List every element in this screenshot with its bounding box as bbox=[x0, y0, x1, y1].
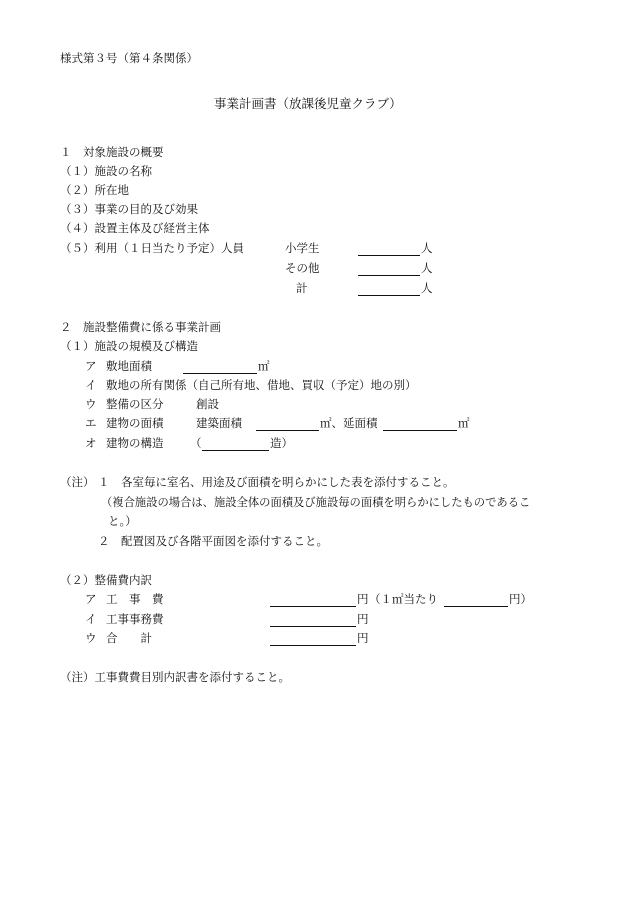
section1-item-operator: （４）設置主体及び経営主体 bbox=[60, 221, 210, 235]
section1-item-location: （２）所在地 bbox=[60, 183, 129, 197]
section2-sub1-heading: （１）施設の規模及び構造 bbox=[60, 339, 198, 353]
kana-a: ア bbox=[85, 359, 97, 373]
usage-total-unit: 人 bbox=[421, 281, 433, 295]
cost-row-2-label: 工事事務費 bbox=[106, 612, 164, 626]
kana-u: ウ bbox=[85, 397, 97, 411]
cost-row-3-label: 合 計 bbox=[106, 631, 152, 645]
kana-o: オ bbox=[85, 436, 97, 450]
site-ownership-label: 敷地の所有関係（自己所有地、借地、買収（予定）地の別） bbox=[106, 378, 417, 392]
form-number: 様式第３号（第４条関係） bbox=[60, 51, 198, 65]
building-structure-open: （ bbox=[190, 436, 202, 450]
building-footprint-label: 建築面積 bbox=[196, 416, 242, 430]
kana-i: イ bbox=[85, 378, 97, 392]
site-area-unit: ㎡ bbox=[258, 359, 270, 373]
usage-students-blank[interactable] bbox=[358, 255, 420, 256]
cost-row-1-unit: 円 bbox=[357, 592, 369, 606]
building-structure-label: 建物の構造 bbox=[106, 436, 164, 450]
site-area-label: 敷地面積 bbox=[106, 359, 152, 373]
kana-e: エ bbox=[85, 416, 97, 430]
building-structure-blank[interactable] bbox=[202, 450, 269, 451]
section1-item-purpose: （３）事業の目的及び効果 bbox=[60, 202, 198, 216]
cost-per-sqm-close: 円） bbox=[509, 592, 532, 606]
section2-heading: ２ 施設整備費に係る事業計画 bbox=[60, 320, 221, 334]
construction-category-label: 整備の区分 bbox=[106, 397, 164, 411]
note1-number1: １ bbox=[98, 475, 110, 489]
admin-cost-blank[interactable] bbox=[270, 626, 356, 627]
usage-others-unit: 人 bbox=[421, 261, 433, 275]
section1-item-facility-name: （１）施設の名称 bbox=[60, 164, 152, 178]
building-structure-close: 造） bbox=[270, 436, 293, 450]
cost-row-3-unit: 円 bbox=[357, 631, 369, 645]
note1-text2: 配置図及び各階平面図を添付すること。 bbox=[121, 534, 328, 548]
note1-number2: ２ bbox=[98, 534, 110, 548]
note1-text1b-line2: と。） bbox=[108, 514, 137, 528]
note2-text: （注）工事費費目別内訳書を添付すること。 bbox=[60, 670, 290, 684]
usage-students-label: 小学生 bbox=[285, 241, 320, 255]
building-footprint-unit: ㎡、延面積 bbox=[320, 416, 378, 430]
section1-item-usage: （５）利用（１日当たり予定）人員 bbox=[60, 241, 244, 255]
site-area-blank[interactable] bbox=[183, 373, 257, 374]
cost-row-2-kana: イ bbox=[85, 612, 97, 626]
total-cost-blank[interactable] bbox=[270, 645, 356, 646]
construction-cost-blank[interactable] bbox=[270, 606, 356, 607]
total-floor-area-blank[interactable] bbox=[383, 430, 457, 431]
total-floor-area-unit: ㎡ bbox=[458, 416, 470, 430]
cost-row-3-kana: ウ bbox=[85, 631, 97, 645]
section1-heading: １ 対象施設の概要 bbox=[60, 145, 164, 159]
cost-per-sqm-open: （１㎡当たり bbox=[369, 592, 438, 606]
cost-row-1-kana: ア bbox=[85, 592, 97, 606]
usage-total-blank[interactable] bbox=[358, 295, 420, 296]
building-footprint-blank[interactable] bbox=[256, 430, 319, 431]
usage-others-label: その他 bbox=[285, 261, 320, 275]
note1-text1b-line1: （複合施設の場合は、施設全体の面積及び施設毎の面積を明らかにしたものであるこ bbox=[101, 496, 531, 509]
usage-total-label: 計 bbox=[296, 281, 308, 295]
note1-text1: 各室毎に室名、用途及び面積を明らかにした表を添付すること。 bbox=[121, 475, 455, 489]
cost-row-2-unit: 円 bbox=[357, 612, 369, 626]
section2-sub2-heading: （２）整備費内訳 bbox=[60, 573, 152, 587]
page-title: 事業計画書（放課後児童クラブ） bbox=[214, 96, 402, 111]
construction-category-value: 創設 bbox=[196, 397, 219, 411]
cost-per-sqm-blank[interactable] bbox=[444, 606, 508, 607]
usage-others-blank[interactable] bbox=[358, 275, 420, 276]
note1-prefix: （注） bbox=[60, 475, 95, 489]
usage-students-unit: 人 bbox=[421, 241, 433, 255]
building-area-label: 建物の面積 bbox=[106, 416, 164, 430]
cost-row-1-label: 工 事 費 bbox=[106, 592, 164, 606]
